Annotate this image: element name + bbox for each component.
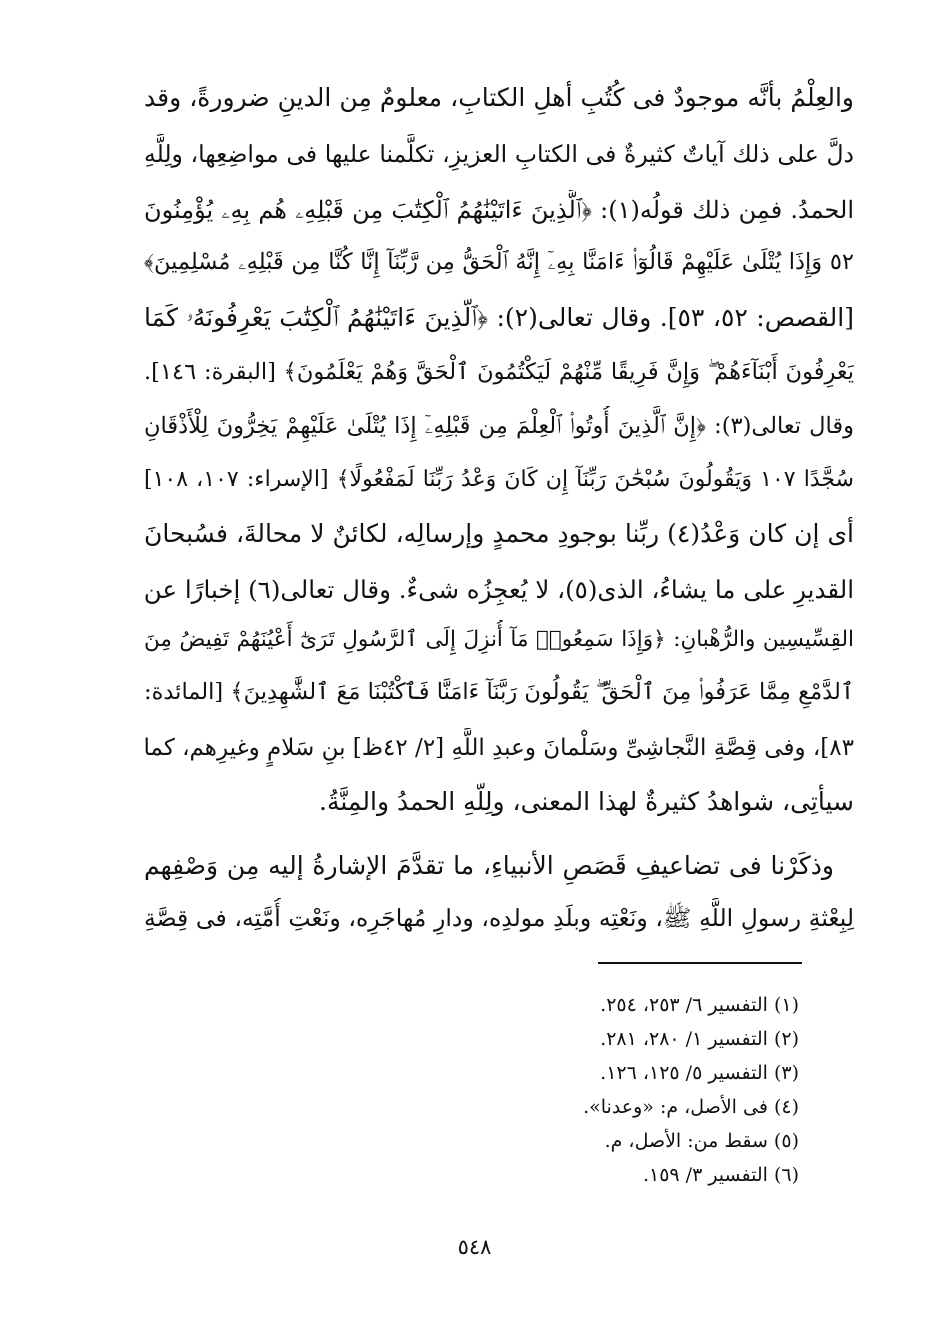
body-line: ٱلدَّمْعِ مِمَّا عَرَفُوا۟ مِنَ ٱلْحَقِّ ۖ يَقُولُونَ رَبَّنَآ ءَامَنَّا فَٱكْتُبْنَا مَعَ ٱلشَّٰهِدِينَ﴾ [المائدة: [144,679,854,705]
body-line: القديرِ على ما يشاءُ، الذى(٥)، لا يُعجِزُه شىءٌ. وقال تعالى(٦) إخبارًا عن [144,575,854,604]
footnote: (٦) التفسير ٣/ ١٥٩. [642,1164,799,1186]
body-line: وقال تعالى(٣): ﴿إِنَّ ٱلَّذِينَ أُوتُوا۟ ٱلْعِلْمَ مِن قَبْلِهِۦٓ إِذَا يُتْلَىٰ عَلَيْهِمْ يَخِرُّونَ لِلْأَذْقَانِ [144,413,854,439]
footnote: (٥) سقط من: الأصل، م. [604,1130,799,1152]
body-line: أى إن كان وَعْدُ(٤) ربِّنا بوجودِ محمدٍ وإرسالِه، لكائنٌ لا محالةَ، فسُبحانَ [144,519,854,548]
body-line: سيأتِى، شواهدُ كثيرةٌ لهذا المعنى، ولِلَّهِ الحمدُ والمِنَّةُ. [319,787,854,816]
footnote: (٣) التفسير ٥/ ١٢٥، ١٢٦. [600,1062,799,1084]
footnote: (١) التفسير ٦/ ٢٥٣، ٢٥٤. [600,994,799,1016]
body-line: دلَّ على ذلك آياتٌ كثيرةٌ فى الكتابِ العزيزِ، تكلَّمنا عليها فى مواضِعِها، ولِلَّهِ [144,140,854,168]
body-line: يَعْرِفُونَ أَبْنَآءَهُمْ ۖ وَإِنَّ فَرِيقًا مِّنْهُمْ لَيَكْتُمُونَ ٱلْحَقَّ وَهُمْ يَعْلَمُونَ﴾ [البقرة: ١٤٦]. [144,359,854,385]
page-number: ٥٤٨ [457,1235,492,1259]
body-line: وذكَرْنا فى تضاعيفِ قَصَصِ الأنبياءِ، ما تقدَّمَ الإشارةُ إليه مِن وَصْفِهم [144,851,834,880]
footnote: (٤) فى الأصل، م: «وعدنا». [583,1096,799,1118]
body-line: القِسِّيسِين والرُّهْبانِ: ﴿وَإِذَا سَمِعُوا۟ مَآ أُنزِلَ إِلَى ٱلرَّسُولِ تَرَىٰٓ أَعْيُنَهُمْ تَفِيضُ مِنَ [144,627,854,652]
body-line: سُجَّدًا ١٠٧ وَيَقُولُونَ سُبْحَٰنَ رَبِّنَآ إِن كَانَ وَعْدُ رَبِّنَا لَمَفْعُولًا﴾ [الإسراء: ١٠٧، ١٠٨] [144,467,854,492]
footnote-separator [598,962,802,964]
body-line: ٨٣]، وفى قِصَّةِ النَّجاشِىِّ وسَلْمانَ وعبدِ اللَّهِ [٢/ ٤٢ظ] بنِ سَلامٍ وغيرِهم، كما [144,735,854,761]
body-line: والعِلْمُ بأنَّه موجودٌ فى كُتُبِ أهلِ الكتابِ، معلومٌ مِن الدينِ ضرورةً، وقد [144,83,854,112]
body-line: [القصص: ٥٢، ٥٣]. وقال تعالى(٢): ﴿ٱلَّذِينَ ءَاتَيْنَٰهُمُ ٱلْكِتَٰبَ يَعْرِفُونَهُۥ كَمَا [144,303,854,332]
body-line: ٥٢ وَإِذَا يُتْلَىٰ عَلَيْهِمْ قَالُوٓا۟ ءَامَنَّا بِهِۦٓ إِنَّهُ ٱلْحَقُّ مِن رَّبِّنَآ إِنَّا كُنَّا مِن قَبْلِهِۦ مُسْلِمِينَ﴾ [144,249,854,275]
body-line: الحمدُ. فمِن ذلك قولُه(١): ﴿ٱلَّذِينَ ءَاتَيْنَٰهُمُ ٱلْكِتَٰبَ مِن قَبْلِهِۦ هُم بِهِۦ يُؤْمِنُونَ [144,196,854,224]
footnote: (٢) التفسير ١/ ٢٨٠، ٢٨١. [600,1028,799,1050]
body-line: لِبِعْثةِ رسولِ اللَّهِ ﷺ، ونَعْتِه وبلَدِ مولدِه، ودارِ مُهاجَرِه، ونَعْتِ أُمَّتِه، فى قِصَّةِ [144,904,854,932]
